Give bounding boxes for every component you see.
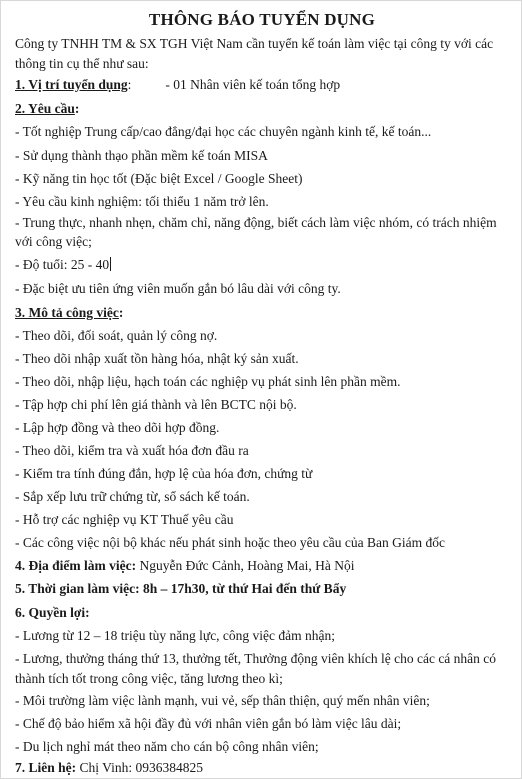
requirement-item: - Trung thực, nhanh nhẹn, chăm chỉ, năng động, biết cách làm việc nhóm, có trách nhiệm	[15, 215, 497, 230]
section-7-contact	[15, 760, 203, 776]
benefit-item: - Du lịch nghỉ mát theo năm cho cán bộ công nhân viên;	[15, 739, 319, 754]
job-task-item: - Kiểm tra tính đúng đắn, hợp lệ của hóa đơn, chứng từ	[15, 466, 313, 481]
section-4-location	[15, 558, 355, 574]
text-cursor	[110, 257, 111, 271]
requirement-item: - Tốt nghiệp Trung cấp/cao đẳng/đại học các chuyên ngành kinh tế, kế toán...	[15, 124, 432, 139]
section-5-working-hours: 5. Thời gian làm việc: 8h – 17h30, từ thứ Hai đến thứ Bẩy	[15, 581, 347, 596]
requirement-item: - Yêu cầu kinh nghiệm: tối thiểu 1 năm trở lên.	[15, 194, 269, 209]
intro-line: thông tin cụ thể như sau:	[15, 56, 149, 71]
job-task-item: - Theo dõi, kiểm tra và xuất hóa đơn đầu ra	[15, 443, 249, 458]
requirement-item: - Đặc biệt ưu tiên ứng viên muốn gắn bó lâu dài với công ty.	[15, 281, 341, 296]
requirement-item	[15, 257, 111, 273]
section-1-heading: 1. Vị trí tuyển dụng	[15, 77, 128, 92]
intro-line: Công ty TNHH TM & SX TGH Việt Nam cần tuyển kế toán làm việc tại công ty với các	[15, 36, 494, 51]
job-task-item: - Theo dõi nhập xuất tồn hàng hóa, nhật ký sản xuất.	[15, 351, 299, 366]
job-task-item: - Theo dõi, đối soát, quản lý công nợ.	[15, 328, 218, 343]
section-3-colon: :	[118, 305, 124, 320]
section-1-value: - 01 Nhân viên kế toán tổng hợp	[165, 77, 341, 92]
job-task-item: - Hỗ trợ các nghiệp vụ KT Thuế yêu cầu	[15, 512, 234, 527]
requirement-item-continued: với công việc;	[15, 234, 92, 249]
section-1-position	[15, 77, 340, 93]
requirement-item: - Kỹ năng tin học tốt (Đặc biệt Excel / Google Sheet)	[15, 171, 303, 186]
benefit-item-continued: thành tích tốt trong công việc, tăng lương theo kì;	[15, 671, 283, 686]
benefit-item: - Chế độ bảo hiểm xã hội đầy đủ với nhân viên gắn bó làm việc lâu dài;	[15, 716, 402, 731]
benefit-item: - Môi trường làm việc lành mạnh, vui vẻ, sếp thân thiện, quý mến nhân viên;	[15, 693, 430, 708]
section-3-heading: 3. Mô tả công việc	[15, 305, 119, 320]
section-7-heading: 7. Liên hệ:	[15, 760, 77, 775]
section-4-heading: 4. Địa điểm làm việc:	[15, 558, 137, 573]
job-task-item: - Lập hợp đồng và theo dõi hợp đồng.	[15, 420, 220, 435]
document-title: THÔNG BÁO TUYỂN DỤNG	[148, 10, 376, 29]
section-3-job-description	[15, 305, 123, 321]
section-2-heading: 2. Yêu cầu	[15, 101, 75, 116]
section-4-value: Nguyễn Đức Cảnh, Hoàng Mai, Hà Nội	[136, 558, 355, 573]
job-task-item: - Tập hợp chi phí lên giá thành và lên BCTC nội bộ.	[15, 397, 297, 412]
job-task-item: - Sắp xếp lưu trữ chứng từ, sổ sách kế toán.	[15, 489, 250, 504]
benefit-item: - Lương, thưởng tháng thứ 13, thưởng tết, Thưởng động viên khích lệ cho các cá nhân có	[15, 651, 497, 666]
section-6-benefits-heading: 6. Quyền lợi:	[15, 605, 90, 620]
section-2-requirements	[15, 101, 79, 117]
section-1-colon: :	[127, 77, 132, 92]
job-task-item: - Các công việc nội bộ khác nếu phát sinh hoặc theo yêu cầu của Ban Giám đốc	[15, 535, 445, 550]
job-task-item: - Theo dõi, nhập liệu, hạch toán các nghiệp vụ phát sinh lên phần mềm.	[15, 374, 401, 389]
age-requirement-text: - Độ tuổi: 25 - 40	[15, 257, 110, 272]
benefit-item: - Lương từ 12 – 18 triệu tùy năng lực, công việc đảm nhận;	[15, 628, 336, 643]
section-2-colon: :	[74, 101, 80, 116]
section-7-value: Chị Vinh: 0936384825	[76, 760, 203, 775]
requirement-item: - Sử dụng thành thạo phần mềm kế toán MISA	[15, 148, 268, 163]
